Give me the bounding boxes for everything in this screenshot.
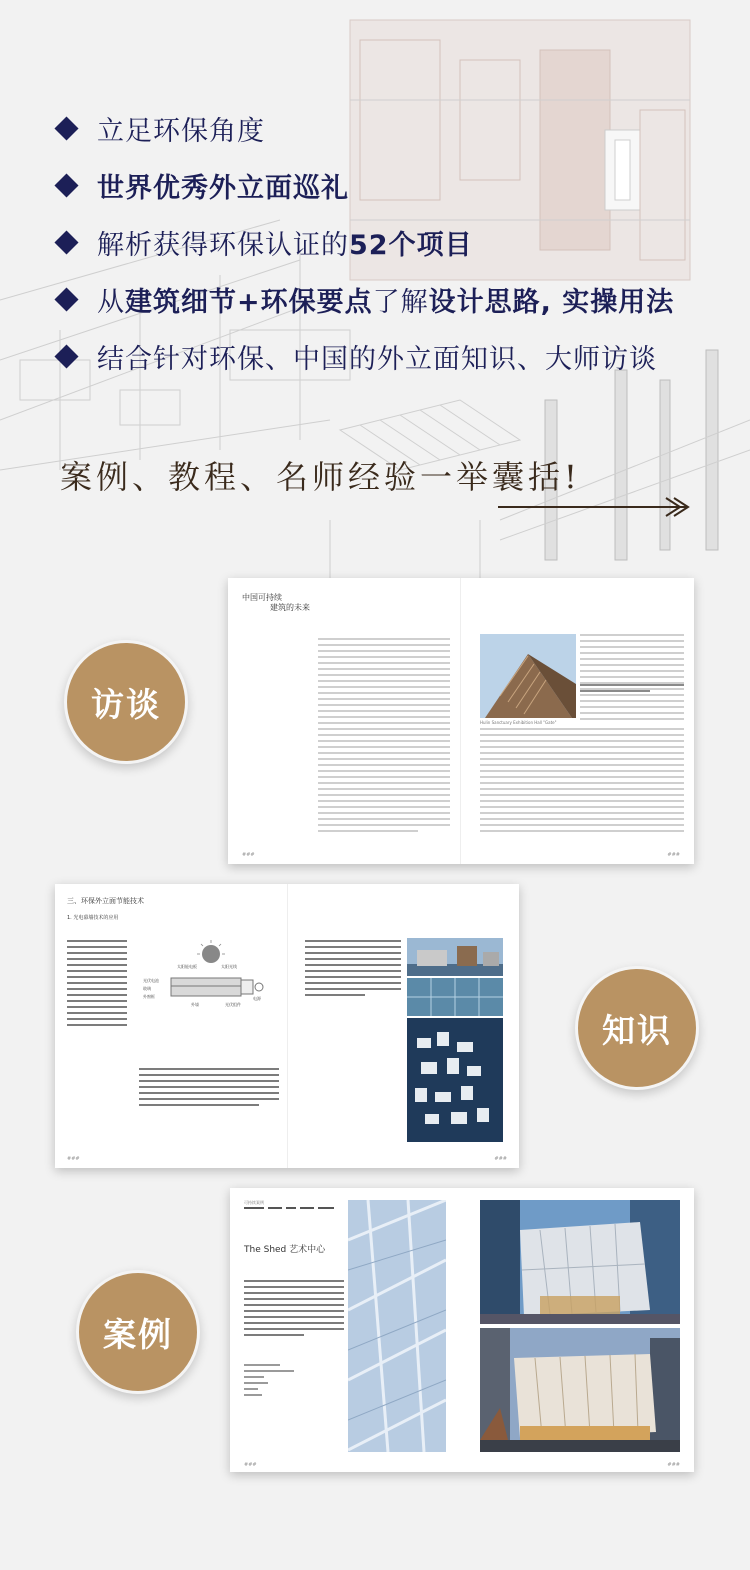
feature-text [97, 166, 349, 205]
feature-item [52, 271, 674, 328]
page-number: ### [67, 1156, 80, 1162]
facade-photo-glass-panels [407, 978, 503, 1016]
photo-caption: Hulin Sanctuary Exhibition Hall "Gate" [480, 720, 557, 725]
article-title-line2: 建筑的未来 [270, 603, 310, 612]
badge-knowledge: 知识 [575, 966, 699, 1090]
shed-building-dusk-photo [480, 1328, 680, 1452]
diamond-bullet-icon [54, 116, 78, 140]
facade-photo-tower [407, 1018, 503, 1142]
diagram-label: 光伏组件 [225, 1002, 241, 1007]
feature-text-emphasis: 建筑细节+环保要点 [125, 287, 373, 318]
diagram-label: 太阳光线 [221, 964, 237, 969]
shed-facade-closeup-photo [348, 1200, 446, 1452]
series-label: 可持续案例 [244, 1200, 264, 1205]
feature-text-emphasis: 52个项目 [349, 230, 473, 261]
feature-list [52, 100, 674, 385]
page-number: ### [667, 852, 680, 858]
diagram-label: 电源 [253, 996, 261, 1001]
facade-photo-waterfront [407, 938, 503, 976]
project-title: The Shed 艺术中心 [244, 1245, 326, 1255]
section-subheading: 1. 光电幕墙技术的应用 [67, 915, 119, 921]
page-number: ### [494, 1156, 507, 1162]
feature-item [52, 157, 674, 214]
diamond-bullet-icon [54, 173, 78, 197]
feature-text [97, 223, 473, 262]
book-spread-knowledge [55, 884, 519, 1168]
feature-text [97, 337, 657, 376]
diagram-label: 外窗框 [143, 994, 155, 999]
feature-item [52, 214, 674, 271]
feature-text-part: 解析获得环保认证的 [97, 230, 349, 261]
book-spread-case [230, 1188, 694, 1472]
diagram-label: 光伏电池 [143, 978, 159, 983]
shed-building-day-photo [480, 1200, 680, 1324]
feature-text [97, 109, 265, 148]
tagline: 案例、教程、名师经验一举囊括! [60, 458, 581, 496]
page-number: ### [667, 1462, 680, 1468]
diamond-bullet-icon [54, 287, 78, 311]
feature-item [52, 328, 674, 385]
feature-item [52, 100, 674, 157]
book-spread-interview [228, 578, 694, 864]
feature-text-part: 结合针对环保、中国的外立面知识、大师访谈 [97, 344, 657, 375]
badge-case: 案例 [76, 1270, 200, 1394]
text-columns [230, 1188, 350, 1472]
diamond-bullet-icon [54, 230, 78, 254]
feature-text [97, 280, 674, 319]
page-number: ### [242, 852, 255, 858]
building-photo [480, 634, 576, 718]
feature-text-part: 世界优秀外立面巡礼 [97, 173, 349, 204]
diamond-bullet-icon [54, 344, 78, 368]
solar-panel-diagram [141, 938, 271, 1034]
article-title: 中国可持续 [242, 593, 282, 602]
diagram-label: 玻璃 [143, 986, 151, 991]
arrow-right-icon [498, 495, 693, 519]
page-number: ### [244, 1462, 257, 1468]
feature-text-part: 从 [97, 287, 125, 318]
feature-text-emphasis: 设计思路, 实操用法 [428, 287, 675, 318]
diagram-label: 太阳能电板 [177, 964, 197, 969]
badge-interview: 访谈 [64, 640, 188, 764]
text-columns [228, 578, 694, 864]
section-heading: 三、环保外立面节能技术 [67, 897, 144, 905]
diagram-label: 外墙 [191, 1002, 199, 1007]
feature-text-part: 立足环保角度 [97, 116, 265, 147]
feature-text-part: 了解 [372, 287, 429, 318]
